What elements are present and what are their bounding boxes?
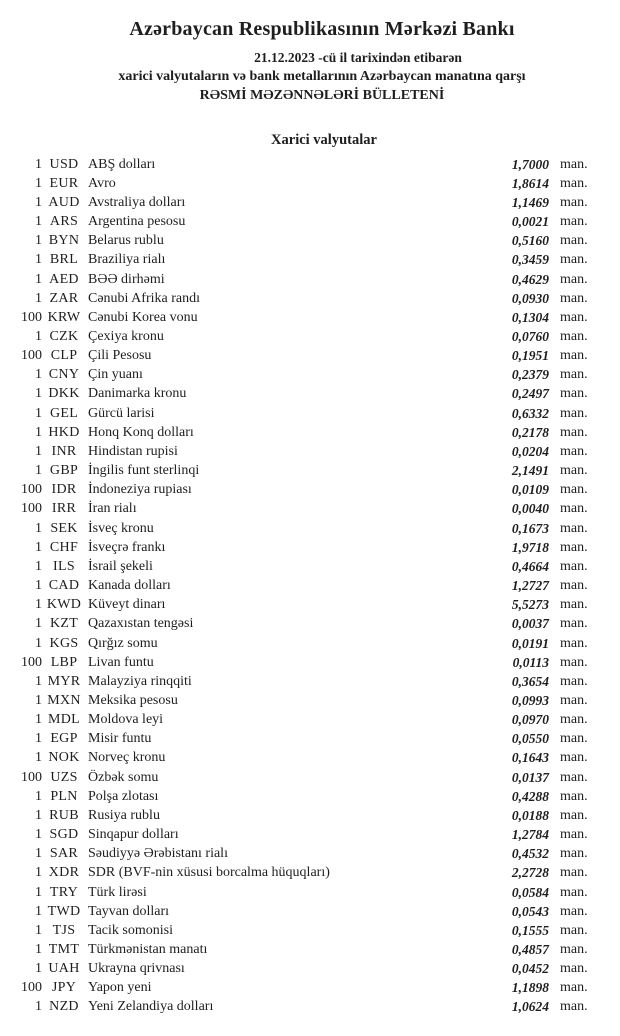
currency-table [0,155,620,1017]
row-unit-label: man. [560,846,588,862]
table-row [0,902,620,921]
row-currency-name: İngilis funt sterlinqi [88,463,200,479]
row-rate: 0,3654 [511,673,549,689]
row-quantity: 100 [21,501,42,517]
row-currency-name: İsrail şekeli [88,558,153,574]
table-row [0,825,620,844]
row-unit-label: man. [560,635,588,651]
row-currency-code: UAH [48,961,80,977]
row-rate: 0,4857 [511,942,549,958]
row-unit-label: man. [560,252,588,268]
row-rate: 0,0037 [511,616,549,632]
row-currency-code: BYN [48,233,80,249]
row-currency-name: Çexiya kronu [88,329,164,345]
row-quantity: 1 [35,942,42,958]
table-row [0,365,620,384]
table-row [0,174,620,193]
row-rate: 1,1469 [511,194,549,210]
bank-title: Azərbaycan Respublikasının Mərkəzi Bankı [129,18,515,40]
row-currency-code: KZT [49,616,79,632]
row-currency-code: CLP [50,348,78,364]
row-currency-name: Polşa zlotası [88,788,159,804]
table-row [0,557,620,576]
row-currency-code: INR [51,443,77,459]
row-rate: 0,2379 [511,367,549,383]
row-quantity: 100 [21,482,42,498]
row-quantity: 1 [35,194,42,210]
row-currency-code: TMT [48,942,80,958]
row-quantity: 1 [35,712,42,728]
row-unit-label: man. [560,673,588,689]
row-rate: 0,0040 [511,501,549,517]
table-row [0,442,620,461]
row-currency-code: JPY [51,980,77,996]
row-quantity: 1 [35,884,42,900]
row-quantity: 1 [35,846,42,862]
row-quantity: 1 [35,827,42,843]
table-row [0,940,620,959]
table-row [0,384,620,403]
table-row [0,863,620,882]
row-unit-label: man. [560,175,588,191]
row-currency-code: AUD [48,194,80,210]
table-row [0,289,620,308]
row-quantity: 1 [35,443,42,459]
section-title: Xarici valyutalar [271,131,377,148]
table-row [0,844,620,863]
row-rate: 0,0550 [511,731,549,747]
row-currency-name: Misir funtu [88,731,152,747]
row-unit-label: man. [560,233,588,249]
row-currency-name: Gürcü larisi [88,405,155,421]
row-quantity: 1 [35,520,42,536]
row-currency-name: Avro [88,175,116,191]
row-currency-code: ZAR [49,290,79,306]
row-quantity: 1 [35,386,42,402]
row-currency-code: UZS [50,769,78,785]
row-unit-label: man. [560,750,588,766]
row-currency-name: Braziliya rialı [88,252,166,268]
row-unit-label: man. [560,463,588,479]
row-currency-name: Danimarka kronu [88,386,187,402]
row-currency-name: Türk lirəsi [88,884,147,900]
row-quantity: 1 [35,367,42,383]
row-unit-label: man. [560,999,588,1015]
row-currency-name: Honq Konq dolları [88,424,194,440]
table-row [0,978,620,997]
row-rate: 0,2178 [511,424,549,440]
row-quantity: 100 [21,654,42,670]
row-quantity: 1 [35,750,42,766]
row-currency-name: Özbək somu [88,769,159,785]
row-currency-name: Moldova leyi [88,712,164,728]
row-quantity: 1 [35,156,42,172]
table-row [0,748,620,767]
table-row [0,346,620,365]
bulletin-title: RƏSMİ MƏZƏNNƏLƏRİ BÜLLETENİ [199,88,445,104]
row-currency-code: TWD [47,903,81,919]
row-currency-name: Cənubi Korea vonu [88,309,198,325]
row-rate: 0,0191 [511,635,549,651]
row-currency-name: ABŞ dolları [88,156,156,172]
row-quantity: 1 [35,463,42,479]
row-unit-label: man. [560,329,588,345]
row-rate: 0,0543 [511,903,549,919]
row-currency-name: Yapon yeni [88,980,152,996]
row-rate: 1,9718 [511,539,549,555]
row-currency-code: GBP [49,463,79,479]
row-unit-label: man. [560,884,588,900]
row-currency-name: Kanada dolları [88,578,171,594]
row-currency-name: Çin yuanı [88,367,143,383]
row-quantity: 1 [35,807,42,823]
row-rate: 0,0452 [511,961,549,977]
row-currency-name: Meksika pesosu [88,692,178,708]
row-unit-label: man. [560,424,588,440]
table-row [0,634,620,653]
row-currency-code: USD [49,156,79,172]
row-rate: 0,5160 [511,233,549,249]
row-rate: 0,0930 [511,290,549,306]
table-row [0,997,620,1016]
row-unit-label: man. [560,616,588,632]
row-quantity: 1 [35,903,42,919]
row-currency-code: MXN [47,692,81,708]
row-currency-code: RUB [49,807,79,823]
row-rate: 0,1304 [511,309,549,325]
row-unit-label: man. [560,482,588,498]
table-row [0,308,620,327]
table-row [0,595,620,614]
row-rate: 1,0624 [511,999,549,1015]
table-row [0,270,620,289]
row-currency-name: Tayvan dolları [88,903,170,919]
table-row [0,729,620,748]
row-currency-code: BRL [49,252,79,268]
row-unit-label: man. [560,501,588,517]
row-quantity: 1 [35,539,42,555]
row-rate: 0,1555 [511,922,549,938]
row-unit-label: man. [560,520,588,536]
row-rate: 5,5273 [511,597,549,613]
row-unit-label: man. [560,922,588,938]
row-quantity: 100 [21,309,42,325]
row-quantity: 1 [35,597,42,613]
row-unit-label: man. [560,865,588,881]
row-quantity: 1 [35,673,42,689]
table-row [0,691,620,710]
row-currency-code: EUR [49,175,79,191]
row-unit-label: man. [560,309,588,325]
row-rate: 0,0109 [511,482,549,498]
row-unit-label: man. [560,539,588,555]
row-quantity: 1 [35,290,42,306]
row-quantity: 1 [35,252,42,268]
table-row [0,193,620,212]
table-row [0,710,620,729]
row-currency-code: KGS [49,635,79,651]
table-row [0,614,620,633]
row-unit-label: man. [560,769,588,785]
row-unit-label: man. [560,788,588,804]
row-currency-code: HKD [48,424,80,440]
table-row [0,538,620,557]
row-currency-code: PLN [50,788,78,804]
table-row [0,576,620,595]
row-quantity: 1 [35,692,42,708]
row-currency-code: SEK [50,520,78,536]
row-unit-label: man. [560,980,588,996]
row-quantity: 1 [35,214,42,230]
table-row [0,250,620,269]
row-quantity: 100 [21,769,42,785]
row-unit-label: man. [560,290,588,306]
row-rate: 2,2728 [511,865,549,881]
row-currency-code: XDR [48,865,80,881]
row-currency-code: TJS [52,922,76,938]
table-row [0,768,620,787]
row-unit-label: man. [560,578,588,594]
row-rate: 0,1643 [511,750,549,766]
row-unit-label: man. [560,597,588,613]
row-rate: 0,0137 [511,769,549,785]
row-currency-code: AED [49,271,79,287]
row-currency-code: CZK [49,329,79,345]
row-currency-name: Tacik somonisi [88,922,173,938]
row-currency-name: Türkmənistan manatı [88,942,208,958]
table-row [0,155,620,174]
row-rate: 0,0760 [511,329,549,345]
row-currency-code: CAD [48,578,80,594]
row-quantity: 1 [35,424,42,440]
row-currency-name: Hindistan rupisi [88,443,178,459]
row-unit-label: man. [560,731,588,747]
row-currency-name: Qazaxıstan tengəsi [88,616,194,632]
row-currency-name: Yeni Zelandiya dolları [88,999,214,1015]
row-currency-code: MYR [47,673,81,689]
row-quantity: 1 [35,788,42,804]
row-currency-code: SAR [49,846,79,862]
table-row [0,672,620,691]
table-row [0,480,620,499]
row-currency-code: NZD [49,999,79,1015]
row-currency-name: Qırğız somu [88,635,158,651]
row-currency-name: Argentina pesosu [88,214,186,230]
row-rate: 0,0993 [511,692,549,708]
row-unit-label: man. [560,942,588,958]
table-row [0,921,620,940]
row-currency-code: ARS [49,214,79,230]
table-row [0,787,620,806]
row-rate: 0,0021 [511,214,549,230]
row-rate: 1,2784 [511,827,549,843]
document-header [0,0,620,106]
row-quantity: 1 [35,635,42,651]
row-currency-code: LBP [50,654,78,670]
row-rate: 1,7000 [511,156,549,172]
row-unit-label: man. [560,386,588,402]
row-unit-label: man. [560,156,588,172]
row-rate: 0,4664 [511,558,549,574]
row-currency-name: İsveçrə frankı [88,539,166,555]
row-rate: 2,1491 [511,463,549,479]
row-currency-name: Rusiya rublu [88,807,160,823]
row-currency-name: İndoneziya rupiası [88,482,192,498]
table-row [0,212,620,231]
table-row [0,959,620,978]
row-unit-label: man. [560,654,588,670]
table-row [0,499,620,518]
row-currency-name: Ukrayna qrivnası [88,961,185,977]
row-rate: 0,4288 [511,788,549,804]
row-quantity: 1 [35,329,42,345]
row-quantity: 100 [21,348,42,364]
row-unit-label: man. [560,558,588,574]
row-currency-name: İsveç kronu [88,520,154,536]
row-currency-name: BƏƏ dirhəmi [88,271,165,287]
table-row [0,519,620,538]
row-currency-code: KRW [47,309,81,325]
row-rate: 0,4532 [511,846,549,862]
row-unit-label: man. [560,194,588,210]
row-rate: 0,1951 [511,348,549,364]
row-currency-code: IDR [51,482,77,498]
row-rate: 1,8614 [511,175,549,191]
row-quantity: 1 [35,405,42,421]
row-unit-label: man. [560,807,588,823]
row-currency-code: KWD [46,597,82,613]
table-row [0,404,620,423]
row-quantity: 100 [21,980,42,996]
row-unit-label: man. [560,348,588,364]
row-rate: 0,0584 [511,884,549,900]
row-rate: 0,0113 [512,654,549,670]
row-currency-name: Səudiyyə Ərəbistanı rialı [88,846,228,862]
row-rate: 0,2497 [511,386,549,402]
row-currency-code: EGP [50,731,78,747]
row-unit-label: man. [560,827,588,843]
row-quantity: 1 [35,999,42,1015]
row-unit-label: man. [560,903,588,919]
row-quantity: 1 [35,233,42,249]
row-currency-code: MDL [47,712,80,728]
row-currency-name: Livan funtu [88,654,154,670]
table-row [0,883,620,902]
table-row [0,461,620,480]
row-quantity: 1 [35,616,42,632]
row-unit-label: man. [560,961,588,977]
row-quantity: 1 [35,175,42,191]
row-rate: 0,4629 [511,271,549,287]
row-unit-label: man. [560,692,588,708]
row-unit-label: man. [560,712,588,728]
row-currency-code: SGD [49,827,79,843]
row-currency-name: Cənubi Afrika randı [88,290,200,306]
table-row [0,423,620,442]
row-currency-name: İran rialı [88,501,137,517]
row-currency-code: DKK [48,386,80,402]
row-currency-code: CNY [48,367,80,383]
row-unit-label: man. [560,405,588,421]
row-rate: 0,1673 [511,520,549,536]
row-currency-code: ILS [53,558,75,574]
table-row [0,231,620,250]
table-row [0,327,620,346]
effective-date-line: 21.12.2023 -cü il tarixindən etibarən [254,50,462,65]
row-currency-code: IRR [51,501,77,517]
row-unit-label: man. [560,271,588,287]
row-currency-name: SDR (BVF-nin xüsusi borcalma hüquqları) [88,865,330,881]
row-quantity: 1 [35,731,42,747]
row-currency-name: Belarus rublu [88,233,164,249]
row-quantity: 1 [35,865,42,881]
row-currency-name: Norveç kronu [88,750,166,766]
row-quantity: 1 [35,961,42,977]
row-currency-code: CHF [49,539,79,555]
row-rate: 0,0188 [511,807,549,823]
row-currency-name: Sinqapur dolları [88,827,179,843]
row-rate: 0,6332 [511,405,549,421]
row-unit-label: man. [560,367,588,383]
row-quantity: 1 [35,578,42,594]
row-currency-code: GEL [49,405,79,421]
table-row [0,806,620,825]
row-rate: 0,0970 [511,712,549,728]
subject-line: xarici valyutaların və bank metallarının Azərbaycan manatına qarşı [118,69,526,85]
row-quantity: 1 [35,271,42,287]
row-currency-name: Küveyt dinarı [88,597,166,613]
row-unit-label: man. [560,443,588,459]
row-currency-code: NOK [48,750,80,766]
row-quantity: 1 [35,922,42,938]
row-unit-label: man. [560,214,588,230]
row-currency-name: Çili Pesosu [88,348,152,364]
row-currency-name: Malayziya rinqqiti [88,673,192,689]
table-row [0,653,620,672]
row-quantity: 1 [35,558,42,574]
row-currency-code: TRY [49,884,79,900]
row-rate: 0,3459 [511,252,549,268]
row-currency-name: Avstraliya dolları [88,194,186,210]
row-rate: 1,1898 [511,980,549,996]
row-rate: 0,0204 [511,443,549,459]
row-rate: 1,2727 [511,578,549,594]
